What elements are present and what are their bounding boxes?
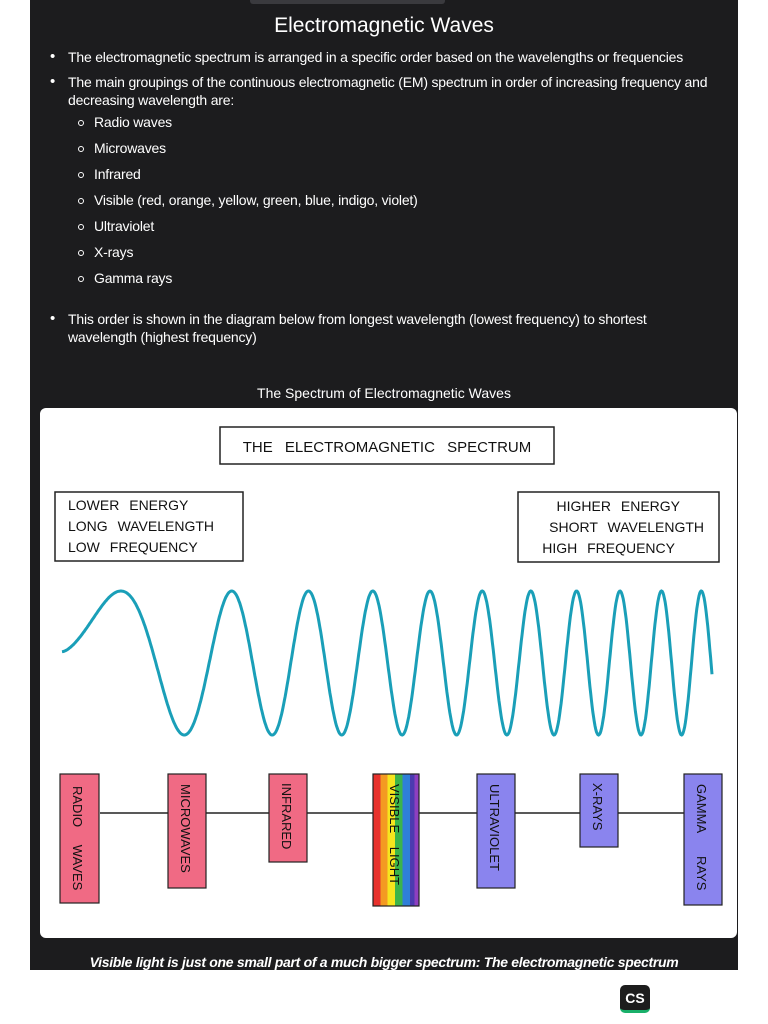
- page-title: Electromagnetic Waves: [274, 14, 494, 37]
- figure-caption: The Spectrum of Electromagnetic Waves: [257, 385, 511, 401]
- list-item-radio: Radio waves: [76, 112, 708, 138]
- band-radio-waves: [60, 774, 99, 903]
- band-infrared: [269, 774, 307, 862]
- low-frequency-label: LOW FREQUENCY: [68, 539, 198, 555]
- electromagnetic-wave: [62, 591, 712, 735]
- band-label-xrays: X-RAYS: [590, 783, 605, 831]
- spectrum-diagram: [40, 408, 737, 938]
- list-item-visible: Visible (red, orange, yellow, green, blue, indigo, violet): [76, 190, 708, 216]
- bullet-diagram-order: • This order is shown in the diagram below from longest wavelength (lowest frequency) to shortest wavelength (highest frequency): [48, 310, 708, 346]
- list-item-gamma: Gamma rays: [76, 268, 708, 294]
- cs-logo: CS: [620, 985, 650, 1013]
- top-edge-bar: [250, 0, 445, 4]
- band-x-rays: [580, 774, 618, 847]
- spectrum-diagram-panel: [40, 408, 737, 938]
- band-visible-light: [373, 774, 419, 906]
- list-item-microwaves: Microwaves: [76, 138, 708, 164]
- band-microwaves: [168, 774, 206, 888]
- long-wavelength-label: LONG WAVELENGTH: [68, 518, 215, 534]
- low-energy-label: LOWER ENERGY: [68, 497, 189, 513]
- band-label-infrared: INFRARED: [279, 783, 294, 850]
- band-label-gamma: GAMMA RAYS: [694, 784, 709, 891]
- list-item-ultraviolet: Ultraviolet: [76, 216, 708, 242]
- band-label-visible: VISIBLE LIGHT: [387, 784, 402, 886]
- band-label-microwaves: MICROWAVES: [178, 784, 193, 873]
- band-label-radio: RADIO WAVES: [70, 786, 85, 891]
- list-item-xrays: X-rays: [76, 242, 708, 268]
- high-frequency-label: HIGH FREQUENCY: [542, 540, 675, 556]
- band-ultraviolet: [477, 774, 515, 888]
- band-label-ultraviolet: ULTRAVIOLET: [487, 784, 502, 871]
- band-gamma-rays: [684, 774, 722, 905]
- short-wavelength-label: SHORT WAVELENGTH: [549, 519, 704, 535]
- diagram-heading: THE ELECTROMAGNETIC SPECTRUM: [242, 439, 532, 456]
- bullet-spectrum-order: • The electromagnetic spectrum is arranged in a specific order based on the wavelengths or frequencies: [48, 48, 708, 66]
- bullet-main-groupings: • The main groupings of the continuous electromagnetic (EM) spectrum in order of increasing frequency and decreasing wavelength are:: [48, 73, 708, 109]
- bullet-list: [48, 48, 708, 346]
- groupings-sublist: [48, 112, 708, 294]
- footer-caption: Visible light is just one small part of a much bigger spectrum: The electromagnetic spectrum: [89, 954, 679, 970]
- list-item-infrared: Infrared: [76, 164, 708, 190]
- high-energy-label: HIGHER ENERGY: [556, 498, 680, 514]
